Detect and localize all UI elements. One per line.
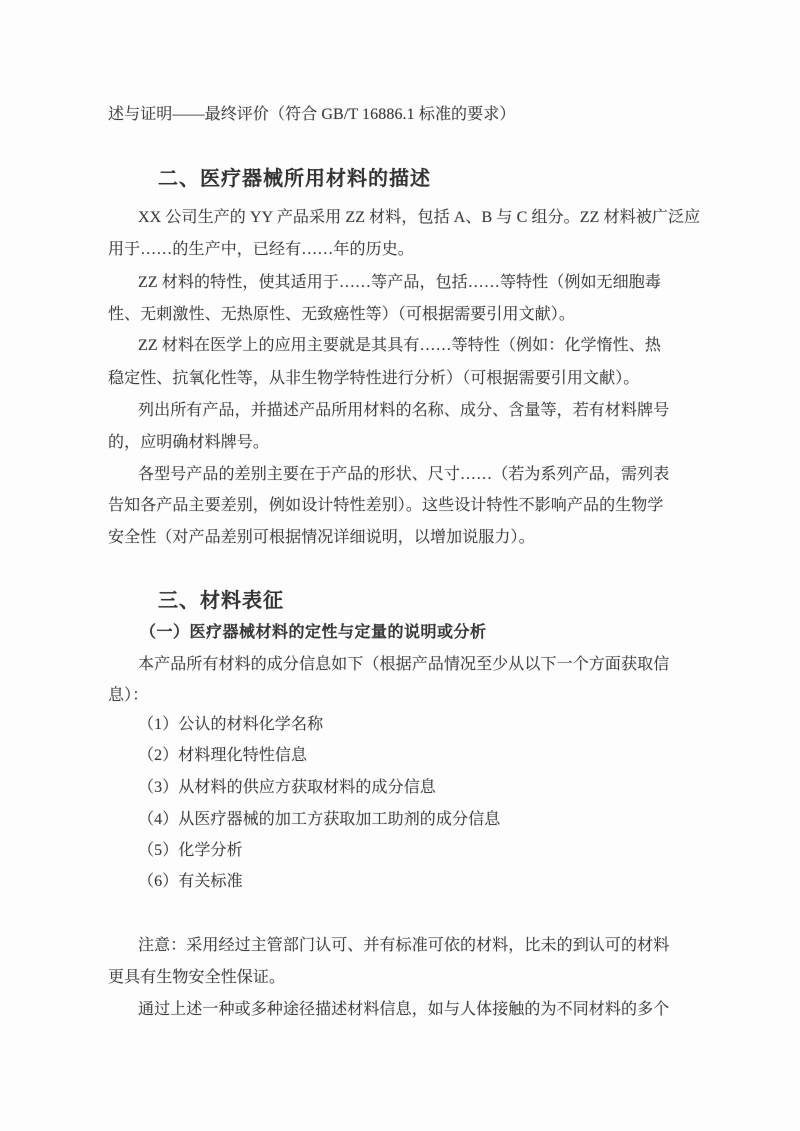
s2-para5-line2: 告知各产品主要差别，例如设计特性差别）。这些设计特性不影响产品的生物学 [108, 497, 664, 514]
continuation-line: 述与证明——最终评价（符合 GB/T 16886.1 标准的要求） [108, 106, 516, 123]
section-3-subheading: （一）医疗器械材料的定性与定量的说明或分析 [140, 624, 487, 641]
section-2-heading: 二、医疗器械所用材料的描述 [158, 168, 431, 190]
s2-para1-line1: XX 公司生产的 YY 产品采用 ZZ 材料，包括 A、B 与 C 组分。ZZ 材料被广泛应 [138, 209, 701, 226]
list-item-6: （6）有关标准 [138, 873, 243, 890]
list-item-5: （5）化学分析 [138, 842, 243, 859]
s3-intro-line1: 本产品所有材料的成分信息如下（根据产品情况至少从以下一个方面获取信 [138, 656, 670, 673]
s2-para2-line2: 性、无刺激性、无热原性、无致癌性等）（可根据需要引用文献）。 [108, 306, 576, 323]
note-line2: 更具有生物安全性保证。 [108, 969, 286, 986]
s2-para1-line2: 用于……的生产中，已经有……年的历史。 [108, 241, 414, 258]
s2-para5-line1: 各型号产品的差别主要在于产品的形状、尺寸……（若为系列产品，需列表 [138, 466, 670, 483]
s2-para4-line1: 列出所有产品，并描述产品所用材料的名称、成分、含量等，若有材料牌号 [138, 402, 670, 419]
final-para-line1: 通过上述一种或多种途径描述材料信息，如与人体接触的为不同材料的多个 [138, 1001, 670, 1018]
s2-para5-line3: 安全性（对产品差别可根据情况详细说明，以增加说服力）。 [108, 529, 535, 546]
list-item-1: （1）公认的材料化学名称 [138, 716, 324, 733]
list-item-2: （2）材料理化特性信息 [138, 747, 308, 764]
note-line1: 注意：采用经过主管部门认可、并有标准可依的材料，比未的到认可的材料 [138, 937, 670, 954]
s2-para3-line2: 稳定性、抗氧化性等，从非生物学特性进行分析）（可根据需要引用文献）。 [108, 370, 640, 387]
list-item-4: （4）从医疗器械的加工方获取加工助剂的成分信息 [138, 811, 501, 828]
section-3-heading: 三、材料表征 [158, 590, 284, 612]
list-item-3: （3）从材料的供应方获取材料的成分信息 [138, 779, 436, 796]
s2-para2-line1: ZZ 材料的特性，使其适用于……等产品，包括……等特性（例如无细胞毒 [138, 274, 661, 291]
s2-para4-line2: 的，应明确材料牌号。 [108, 434, 270, 451]
s2-para3-line1: ZZ 材料在医学上的应用主要就是其具有……等特性（例如：化学惰性、热 [138, 337, 661, 354]
s3-intro-line2: 息）： [108, 687, 149, 704]
